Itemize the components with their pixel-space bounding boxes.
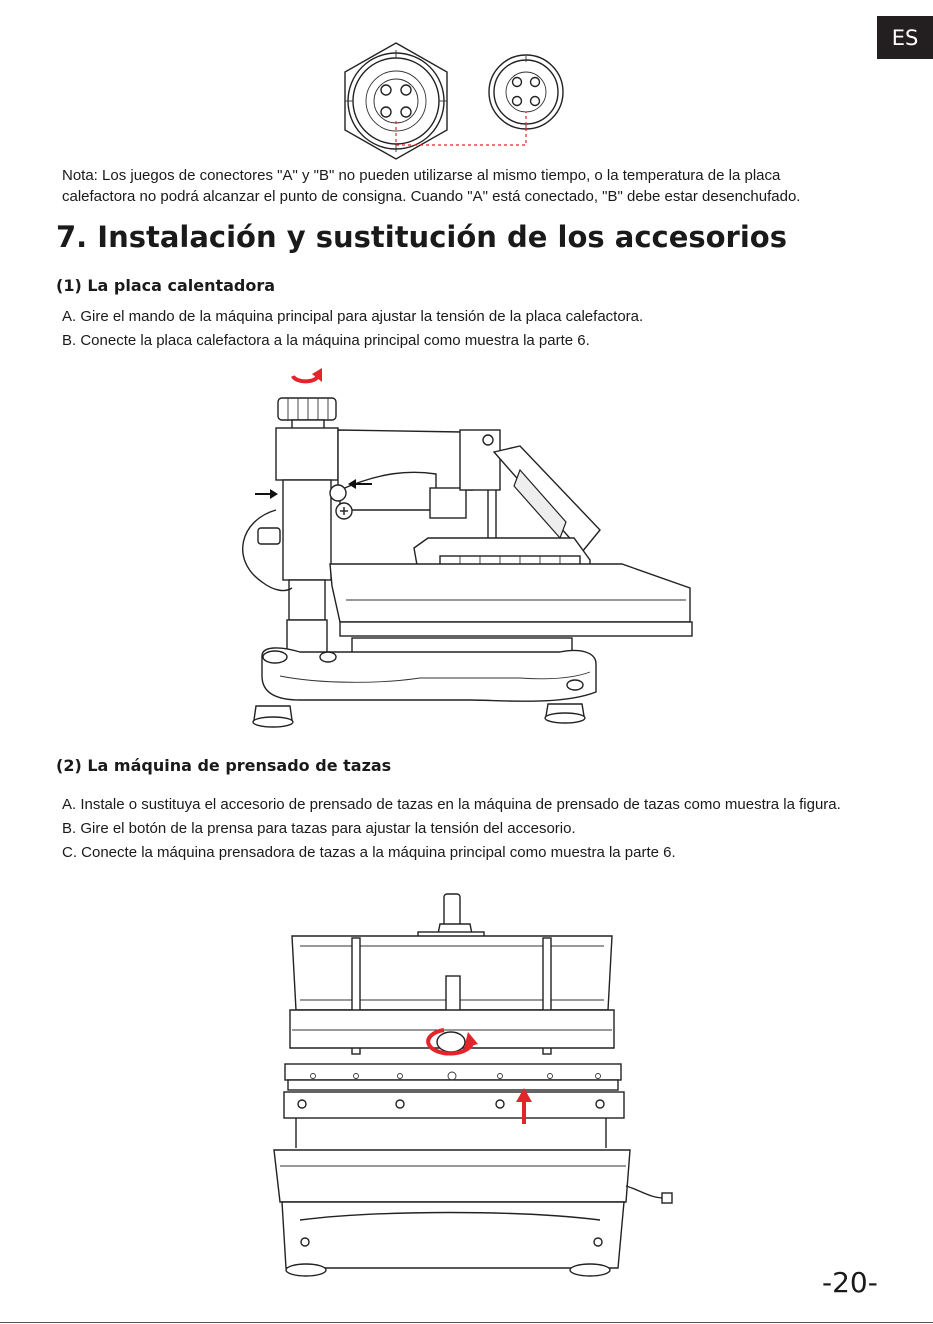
part2-step-a: A. Instale o sustituya el accesorio de prensado de tazas en la máquina de prensado de tazas como muestra la figura. [62, 796, 841, 813]
section-title: 7. Instalación y sustitución de los accesorios [56, 220, 787, 254]
connector-diagram [0, 0, 933, 170]
heat-press-illustration [0, 360, 933, 760]
note-text [62, 165, 892, 207]
rotate-arrow-icon [293, 368, 322, 382]
part2-step-b: B. Gire el botón de la prensa para tazas para ajustar la tensión del accesorio. [62, 820, 576, 837]
mug-press-illustration [0, 880, 933, 1280]
part1-title: (1) La placa calentadora [56, 276, 276, 295]
note-line-2: calefactora no podrá alcanzar el punto de consigna. Cuando "A" está conectado, "B" debe estar desenchufado. [62, 188, 801, 205]
page-number: -20- [822, 1266, 878, 1299]
language-tab: ES [877, 16, 933, 59]
part2-title: (2) La máquina de prensado de tazas [56, 756, 392, 775]
footer-divider [0, 1322, 933, 1323]
part2-step-c: C. Conecte la máquina prensadora de tazas a la máquina principal como muestra la parte 6. [62, 844, 676, 861]
note-line-1: Nota: Los juegos de conectores "A" y "B" no pueden utilizarse al mismo tiempo, o la temperatura de la placa [62, 167, 781, 184]
part1-step-a: A. Gire el mando de la máquina principal para ajustar la tensión de la placa calefactora. [62, 308, 644, 325]
part1-step-b: B. Conecte la placa calefactora a la máquina principal como muestra la parte 6. [62, 332, 590, 349]
